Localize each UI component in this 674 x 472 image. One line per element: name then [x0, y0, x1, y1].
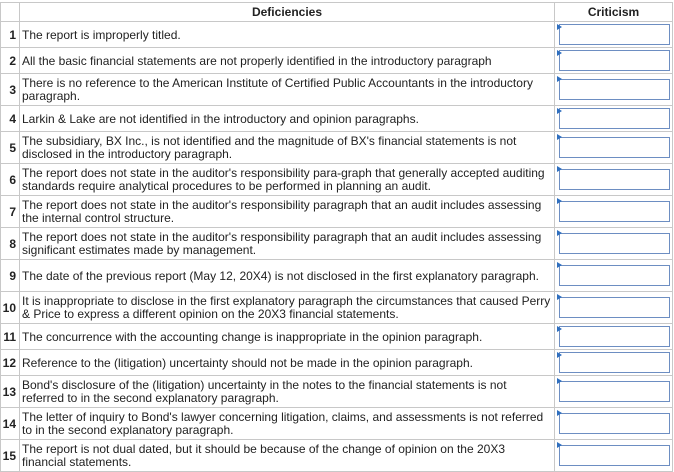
deficiency-text: The date of the previous report (May 12, 20X4) is not disclosed in the first explanatory paragraph.: [20, 260, 555, 292]
criticism-answer-field[interactable]: [559, 326, 670, 347]
dropdown-marker-icon: [557, 166, 562, 172]
row-number: 8: [1, 228, 20, 260]
criticism-cell: [555, 324, 673, 350]
criticism-answer-field[interactable]: [559, 201, 670, 222]
deficiency-text: Reference to the (litigation) uncertainty should not be made in the opinion paragraph.: [20, 350, 555, 376]
criticism-cell: [555, 292, 673, 324]
row-number: 12: [1, 350, 20, 376]
row-number: 6: [1, 164, 20, 196]
criticism-cell: [555, 74, 673, 106]
criticism-answer-field[interactable]: [559, 233, 670, 254]
criticism-cell: [555, 228, 673, 260]
deficiency-text: The report is improperly titled.: [20, 22, 555, 48]
criticism-answer-field[interactable]: [559, 108, 670, 129]
dropdown-marker-icon: [557, 24, 562, 30]
dropdown-marker-icon: [557, 108, 562, 114]
deficiency-text: The report does not state in the auditor's responsibility paragraph that an audit includes assessing significant estimates made by management.: [20, 228, 555, 260]
criticism-cell: [555, 22, 673, 48]
deficiency-text: The letter of inquiry to Bond's lawyer concerning litigation, claims, and assessments is not referred to in the second explanatory paragraph.: [20, 408, 555, 440]
row-number: 10: [1, 292, 20, 324]
criticism-cell: [555, 350, 673, 376]
table-row: [1, 376, 673, 408]
dropdown-marker-icon: [557, 198, 562, 204]
table-row: [1, 292, 673, 324]
deficiency-text: The report does not state in the auditor's responsibility para-graph that generally accepted auditing standards require analytical procedures to be performed in planning an audit.: [20, 164, 555, 196]
table-row: [1, 408, 673, 440]
dropdown-marker-icon: [557, 352, 562, 358]
table-row: [1, 324, 673, 350]
criticism-answer-field[interactable]: [559, 445, 670, 466]
deficiency-text: The report is not dual dated, but it should be because of the change of opinion on the 20X3 financial statements.: [20, 440, 555, 472]
table-row: [1, 440, 673, 472]
table-row: [1, 48, 673, 74]
deficiency-text: There is no reference to the American Institute of Certified Public Accountants in the introductory paragraph.: [20, 74, 555, 106]
dropdown-marker-icon: [557, 50, 562, 56]
table-row: [1, 350, 673, 376]
row-number: 1: [1, 22, 20, 48]
table-row: [1, 132, 673, 164]
dropdown-marker-icon: [557, 134, 562, 140]
deficiency-text: The concurrence with the accounting change is inappropriate in the opinion paragraph.: [20, 324, 555, 350]
criticism-answer-field[interactable]: [559, 24, 670, 45]
deficiencies-table: [0, 2, 673, 472]
dropdown-marker-icon: [557, 76, 562, 82]
row-number: 11: [1, 324, 20, 350]
criticism-cell: [555, 196, 673, 228]
table-row: [1, 228, 673, 260]
header-criticism: Criticism: [555, 3, 673, 22]
row-number: 14: [1, 408, 20, 440]
table-row: [1, 260, 673, 292]
criticism-answer-field[interactable]: [559, 169, 670, 190]
dropdown-marker-icon: [557, 410, 562, 416]
criticism-cell: [555, 260, 673, 292]
criticism-cell: [555, 164, 673, 196]
criticism-cell: [555, 440, 673, 472]
dropdown-marker-icon: [557, 262, 562, 268]
deficiency-text: The report does not state in the auditor's responsibility paragraph that an audit includes assessing the internal control structure.: [20, 196, 555, 228]
row-number: 2: [1, 48, 20, 74]
table-row: [1, 196, 673, 228]
criticism-answer-field[interactable]: [559, 137, 670, 158]
deficiency-text: Larkin & Lake are not identified in the introductory and opinion paragraphs.: [20, 106, 555, 132]
criticism-answer-field[interactable]: [559, 381, 670, 402]
criticism-answer-field[interactable]: [559, 297, 670, 318]
criticism-cell: [555, 376, 673, 408]
header-deficiencies: Deficiencies: [20, 3, 555, 22]
table-row: [1, 22, 673, 48]
criticism-cell: [555, 48, 673, 74]
table-row: [1, 164, 673, 196]
row-number: 5: [1, 132, 20, 164]
criticism-answer-field[interactable]: [559, 79, 670, 100]
row-number: 4: [1, 106, 20, 132]
dropdown-marker-icon: [557, 294, 562, 300]
deficiency-text: Bond's disclosure of the (litigation) uncertainty in the notes to the financial statements is not referred to in the second explanatory paragraph.: [20, 376, 555, 408]
dropdown-marker-icon: [557, 326, 562, 332]
criticism-answer-field[interactable]: [559, 352, 670, 373]
header-number-cell: [1, 3, 20, 22]
row-number: 9: [1, 260, 20, 292]
deficiency-text: All the basic financial statements are not properly identified in the introductory paragraph: [20, 48, 555, 74]
criticism-answer-field[interactable]: [559, 50, 670, 71]
dropdown-marker-icon: [557, 378, 562, 384]
row-number: 7: [1, 196, 20, 228]
dropdown-marker-icon: [557, 442, 562, 448]
criticism-cell: [555, 106, 673, 132]
criticism-cell: [555, 408, 673, 440]
row-number: 15: [1, 440, 20, 472]
row-number: 3: [1, 74, 20, 106]
row-number: 13: [1, 376, 20, 408]
deficiency-text: The subsidiary, BX Inc., is not identified and the magnitude of BX's financial statements is not disclosed in the introductory paragraph.: [20, 132, 555, 164]
header-row: [1, 3, 673, 22]
criticism-answer-field[interactable]: [559, 413, 670, 434]
criticism-cell: [555, 132, 673, 164]
table-row: [1, 74, 673, 106]
table-body: [1, 22, 673, 472]
dropdown-marker-icon: [557, 230, 562, 236]
deficiency-text: It is inappropriate to disclose in the first explanatory paragraph the circumstances that caused Perry & Price to express a different opinion on the 20X3 financial statements.: [20, 292, 555, 324]
criticism-answer-field[interactable]: [559, 265, 670, 286]
table-row: [1, 106, 673, 132]
